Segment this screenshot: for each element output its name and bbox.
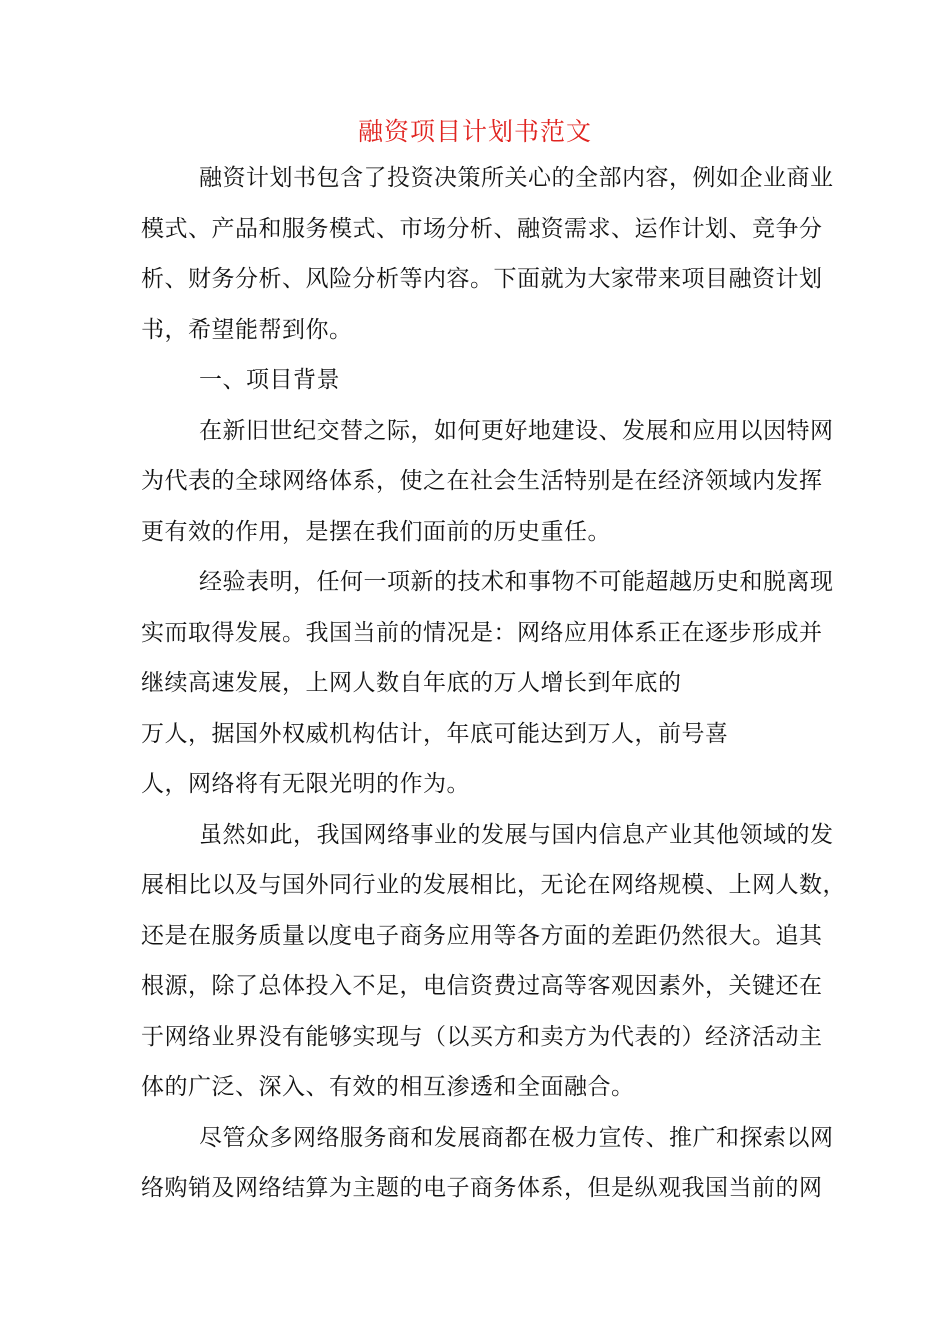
paragraph-line: 模式、产品和服务模式、市场分析、融资需求、运作计划、竞争分 <box>141 215 823 242</box>
paragraph-line: 虽然如此，我国网络事业的发展与国内信息产业其他领域的发 <box>199 821 834 848</box>
paragraph-line: 还是在服务质量以度电子商务应用等各方面的差距仍然很大。追其 <box>141 922 823 949</box>
document-title: 融资项目计划书范文 <box>357 117 592 146</box>
section-heading: 一、项目背景 <box>199 367 340 393</box>
paragraph-line: 展相比以及与国外同行业的发展相比，无论在网络规模、上网人数， <box>141 872 846 898</box>
paragraph-line: 经验表明，任何一项新的技术和事物不可能超越历史和脱离现 <box>199 569 834 595</box>
paragraph-line: 尽管众多网络服务商和发展商都在极力宣传、推广和探索以网 <box>199 1124 834 1151</box>
paragraph-line: 继续高速发展，上网人数自年底的万人增长到年底的 <box>141 670 682 696</box>
paragraph-line: 书，希望能帮到你。 <box>141 316 353 343</box>
document-body <box>141 160 846 1221</box>
paragraph-line: 万人，据国外权威机构估计，年底可能达到万人，前号喜 <box>141 720 729 747</box>
paragraph-line: 体的广泛、深入、有效的相互渗透和全面融合。 <box>141 1074 635 1100</box>
paragraph-line: 析、财务分析、风险分析等内容。下面就为大家带来项目融资计划 <box>141 266 823 292</box>
paragraph-line: 人，网络将有无限光明的作为。 <box>141 771 470 797</box>
paragraph-line: 根源，除了总体投入不足，电信资费过高等客观因素外，关键还在 <box>141 973 823 999</box>
paragraph-line: 融资计划书包含了投资决策所关心的全部内容，例如企业商业 <box>199 165 834 191</box>
paragraph-line: 为代表的全球网络体系，使之在社会生活特别是在经济领域内发挥 <box>141 468 823 494</box>
paragraph-line: 实而取得发展。我国当前的情况是：网络应用体系正在逐步形成并 <box>141 619 823 646</box>
paragraph-line: 更有效的作用，是摆在我们面前的历史重任。 <box>141 518 611 545</box>
paragraph-line: 在新旧世纪交替之际，如何更好地建设、发展和应用以因特网 <box>199 417 834 444</box>
paragraph-line: 络购销及网络结算为主题的电子商务体系，但是纵观我国当前的网 <box>141 1175 823 1201</box>
paragraph-line: 于网络业界没有能够实现与（以买方和卖方为代表的）经济活动主 <box>141 1023 823 1050</box>
